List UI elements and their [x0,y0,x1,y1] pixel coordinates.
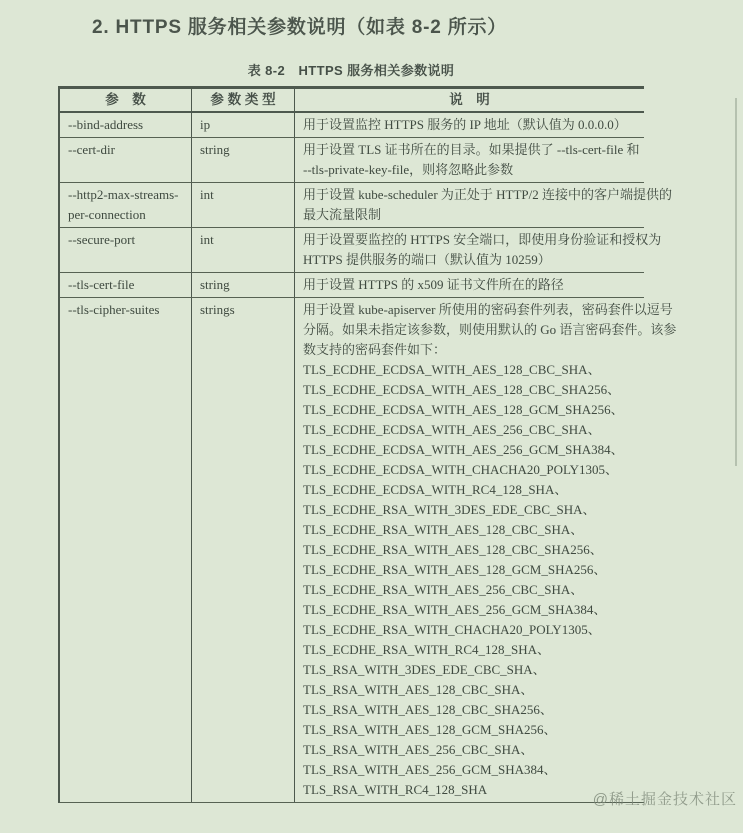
cipher-suite-line: TLS_ECDHE_ECDSA_WITH_CHACHA20_POLY1305、 [303,462,619,477]
param-name-line: --cert-dir [68,142,115,157]
desc-cell [295,138,645,183]
desc-line: --tls-private-key-file，则将忽略此参数 [303,162,514,177]
param-type: string [200,142,230,157]
cipher-suite-line: TLS_ECDHE_RSA_WITH_AES_128_CBC_SHA、 [303,522,584,537]
desc-cell [295,183,673,228]
table-row [59,228,644,273]
param-type: ip [200,117,211,132]
cipher-suite-line: TLS_ECDHE_ECDSA_WITH_RC4_128_SHA、 [303,482,568,497]
param-type: strings [200,302,235,317]
param-cell [59,228,192,273]
cipher-suite-line: TLS_RSA_WITH_AES_128_CBC_SHA、 [303,682,534,697]
cipher-suite-line: TLS_ECDHE_ECDSA_WITH_AES_256_CBC_SHA、 [303,422,601,437]
param-cell [59,112,192,138]
table-row [59,273,644,298]
page-scan-edge-line [735,98,737,466]
cipher-suite-line: TLS_RSA_WITH_RC4_128_SHA [303,782,488,797]
col-header-type: 参 数 类 型 [192,88,295,113]
param-name-line: --secure-port [68,232,136,247]
table-row [59,298,644,803]
cipher-suite-line: TLS_ECDHE_RSA_WITH_AES_256_GCM_SHA384、 [303,602,607,617]
param-cell [59,138,192,183]
desc-line: 用于设置 kube-scheduler 为正处于 HTTP/2 连接中的客户端提供的 [303,187,673,202]
param-type: int [200,232,214,247]
cipher-suite-line: TLS_ECDHE_ECDSA_WITH_AES_256_GCM_SHA384、 [303,442,624,457]
cipher-suite-line: TLS_RSA_WITH_3DES_EDE_CBC_SHA、 [303,662,546,677]
table-body [59,112,677,803]
section-title: 2. HTTPS 服务相关参数说明（如表 8-2 所示） [92,17,508,38]
cipher-suite-line: TLS_ECDHE_RSA_WITH_CHACHA20_POLY1305、 [303,622,601,637]
param-type: int [200,187,214,202]
desc-cell [295,298,677,803]
cipher-suite-line: TLS_ECDHE_ECDSA_WITH_AES_128_CBC_SHA256、 [303,382,621,397]
param-name-line: --http2-max-streams- [68,187,179,202]
param-cell [59,273,192,298]
table-row [59,183,644,228]
desc-cell [295,228,662,273]
type-cell [192,183,295,228]
desc-cell [295,273,645,298]
cipher-suite-line: TLS_RSA_WITH_AES_128_CBC_SHA256、 [303,702,553,717]
cipher-suite-line: TLS_RSA_WITH_AES_256_CBC_SHA、 [303,742,534,757]
desc-cell [295,112,645,138]
desc-line: 用于设置要监控的 HTTPS 安全端口，即使用身份验证和授权为 [303,232,662,247]
cipher-suite-line: TLS_ECDHE_RSA_WITH_AES_128_GCM_SHA256、 [303,562,607,577]
table-caption: 表 8-2 HTTPS 服务相关参数说明 [247,63,455,78]
desc-line: HTTPS 提供服务的端口（默认值为 10259） [303,252,551,267]
param-cell [59,183,192,228]
cipher-suite-line: TLS_ECDHE_ECDSA_WITH_AES_128_CBC_SHA、 [303,362,601,377]
param-name-line: --bind-address [68,117,144,132]
cipher-suite-line: TLS_RSA_WITH_AES_128_GCM_SHA256、 [303,722,557,737]
cipher-suite-line: TLS_RSA_WITH_AES_256_GCM_SHA384、 [303,762,557,777]
table-row [59,138,644,183]
desc-line: 数支持的密码套件如下： [303,342,447,357]
cipher-suite-line: TLS_ECDHE_RSA_WITH_3DES_EDE_CBC_SHA、 [303,502,596,517]
type-cell [192,298,295,803]
desc-line: 用于设置 TLS 证书所在的目录。如果提供了 --tls-cert-file 和 [303,142,640,157]
cipher-suite-line: TLS_ECDHE_RSA_WITH_AES_128_CBC_SHA256、 [303,542,603,557]
type-cell [192,138,295,183]
https-params-table [58,86,677,803]
type-cell [192,273,295,298]
cipher-suite-line: TLS_ECDHE_RSA_WITH_AES_256_CBC_SHA、 [303,582,584,597]
type-cell [192,228,295,273]
param-name-line: --tls-cipher-suites [68,302,160,317]
table-row [59,112,644,138]
table-header-row [59,88,644,113]
cipher-suite-line: TLS_ECDHE_ECDSA_WITH_AES_128_GCM_SHA256、 [303,402,624,417]
desc-line: 最大流量限制 [303,207,382,222]
col-header-param: 参 数 [59,88,192,113]
cipher-suite-line: TLS_ECDHE_RSA_WITH_RC4_128_SHA、 [303,642,551,657]
desc-line: 用于设置 HTTPS 的 x509 证书文件所在的路径 [303,277,564,292]
type-cell [192,112,295,138]
param-cell [59,298,192,803]
desc-line: 分隔。如果未指定该参数，则使用默认的 Go 语言密码套件。该参 [303,322,677,337]
param-name-line: per-connection [68,207,146,222]
desc-line: 用于设置监控 HTTPS 服务的 IP 地址（默认值为 0.0.0.0） [303,117,627,132]
watermark: @稀土掘金技术社区 [592,791,737,808]
param-name-line: --tls-cert-file [68,277,135,292]
col-header-desc: 说 明 [295,88,645,113]
desc-line: 用于设置 kube-apiserver 所使用的密码套件列表，密码套件以逗号 [303,302,673,317]
param-type: string [200,277,230,292]
